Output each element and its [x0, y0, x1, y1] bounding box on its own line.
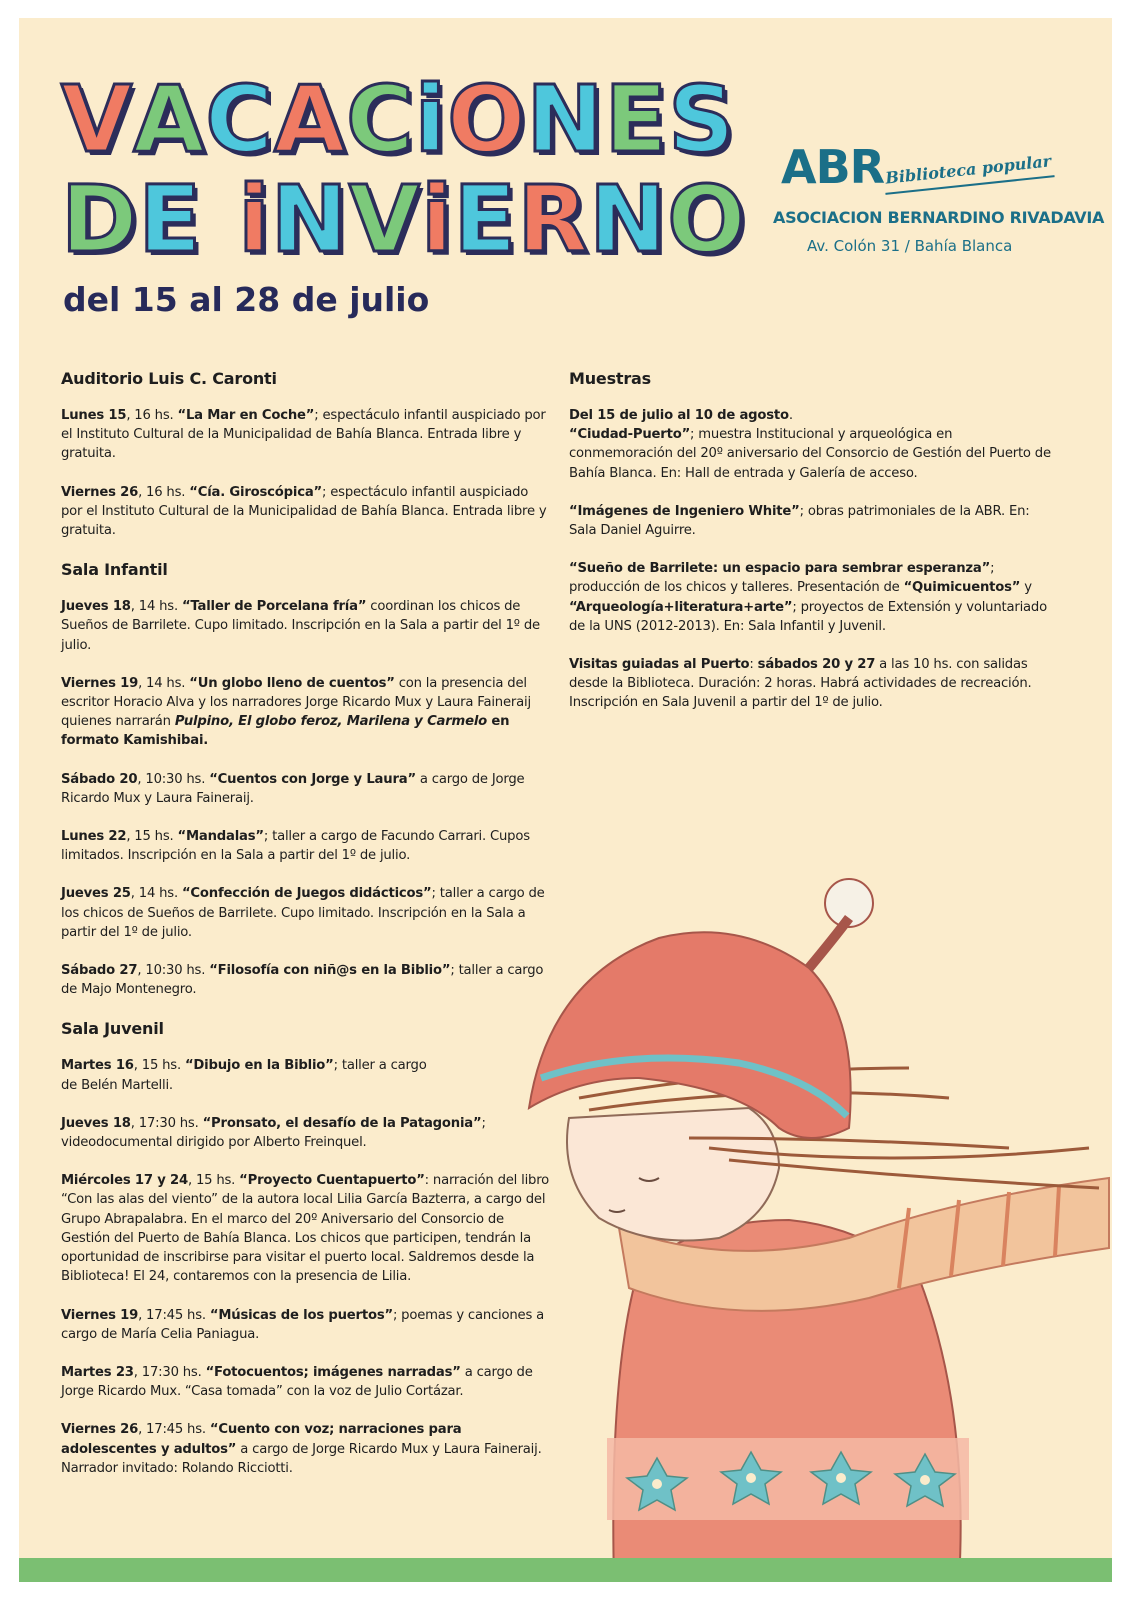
event-time: , 17:30 hs.: [133, 1364, 206, 1380]
event-description: con la presencia del escritor Horacio Alva y los narradores Jorge Ricardo Mux y Laura Faineraij quienes narrarán: [61, 675, 531, 730]
event-name: “Músicas de los puertos”: [209, 1307, 393, 1323]
guided-visits-colon: :: [749, 657, 758, 673]
event-time: , 14 hs.: [130, 599, 182, 615]
event-day: Martes 23: [61, 1364, 134, 1380]
event-entry: [61, 1420, 551, 1478]
event-day: Miércoles 17 y 24: [61, 1173, 188, 1189]
title-letter: A: [273, 66, 347, 173]
event-entry: [61, 1056, 551, 1094]
event-name: “Taller de Porcelana fría”: [181, 599, 367, 615]
winter-hat-shape: [529, 932, 851, 1138]
event-entry: [61, 406, 551, 464]
event-entry: [61, 1114, 551, 1152]
event-day: Viernes 26: [61, 484, 139, 500]
event-description: ; espectáculo infantil auspiciado por el Instituto Cultural de la Municipalidad de Bahía Blanca. Entrada libre y gratuita.: [61, 484, 547, 539]
event-day: Lunes 22: [61, 829, 127, 845]
event-day: Jueves 25: [61, 886, 131, 902]
exhibit-name-3: “Arqueología+literatura+arte”: [569, 599, 793, 615]
title-letter: i: [414, 66, 448, 173]
event-time: , 10:30 hs.: [137, 963, 210, 979]
footer-bar: [19, 1558, 1112, 1582]
event-description: coordinan los chicos de Sueños de Barrilete. Cupo limitado. Inscripción en la Sala a partir del 1º de julio.: [61, 599, 540, 653]
event-description: : narración del libro “Con las alas del viento” de la autora local Lilia García Bazterra, a cargo del Grupo Abrapalabra. En el marco del 20º Aniversario del Consorcio de Gestión del Puerto de Bahía Blanca. Los chicos que participen, tendrán la oportunidad de inscribirse para visitar el puerto local. Saldremos desde la Biblioteca! El 24, contaremos con la presencia de Lilia.: [61, 1173, 550, 1285]
poster: [19, 18, 1112, 1582]
event-day: Jueves 18: [61, 599, 131, 615]
title-line-1: [61, 66, 736, 173]
event-time: , 17:30 hs.: [130, 1115, 203, 1131]
program-left-column: [61, 368, 551, 1497]
event-entry: [61, 961, 551, 999]
event-name: “Un globo lleno de cuentos”: [189, 675, 395, 691]
event-entry: [61, 597, 551, 655]
section-title-juvenil: Sala Juvenil: [61, 1019, 164, 1039]
event-day: Martes 16: [61, 1058, 134, 1074]
event-name: “Mandalas”: [177, 829, 264, 845]
event-day: Lunes 15: [61, 408, 127, 423]
title-letter: R: [517, 166, 590, 273]
event-name: “La Mar en Coche”: [177, 408, 315, 423]
title-letter: C: [346, 66, 415, 173]
exhibit-description-tail: ; proyectos de Extensión y voluntariado de la UNS (2012-2013). En: Sala Infantil y Juvenil.: [569, 599, 1047, 634]
event-day: Sábado 20: [61, 771, 138, 787]
title-line-2: [61, 166, 746, 273]
event-time: , 14 hs.: [130, 886, 182, 902]
event-day: Jueves 18: [61, 1115, 131, 1131]
event-entry: [61, 483, 551, 541]
title-letter: D: [61, 166, 139, 273]
event-description: a cargo de Jorge Ricardo Mux y Laura Faineraij.: [61, 771, 525, 806]
exhibit-description: ; muestra Institucional y arqueológica en conmemoración del 20º aniversario del Consorcio de Gestión del Puerto de Bahía Blanca. En: Hall de entrada y Galería de acceso.: [569, 427, 1051, 481]
event-name: “Filosofía con niñ@s en la Biblio”: [209, 963, 451, 979]
logo-name: ASOCIACION BERNARDINO RIVADAVIA: [773, 208, 1105, 227]
event-time: , 15 hs.: [133, 1058, 185, 1074]
title-letter: E: [453, 166, 518, 273]
exhibit-name: “Sueño de Barrilete: un espacio para sembrar esperanza”: [569, 561, 991, 577]
event-time: , 10:30 hs.: [137, 771, 210, 787]
exhibit-name: “Ciudad-Puerto”: [569, 427, 691, 443]
event-name: “Cía. Giroscópica”: [189, 484, 322, 500]
event-description: ; taller a cargo de Facundo Carrari. Cupos limitados. Inscripción en la Sala a partir del 1º de julio.: [61, 829, 530, 864]
event-description-tail: en formato Kamishibai.: [61, 714, 510, 749]
event-name: “Pronsato, el desafío de la Patagonia”: [202, 1115, 482, 1131]
exhibit-name: “Imágenes de Ingeniero White”: [569, 503, 800, 519]
event-time: , 16 hs.: [126, 408, 178, 423]
event-name: “Dibujo en la Biblio”: [184, 1058, 334, 1074]
event-description: a cargo de Jorge Ricardo Mux y Laura Faineraij. Narrador invitado: Rolando Ricciotti.: [61, 1441, 542, 1476]
event-time: , 14 hs.: [138, 675, 190, 691]
event-description: ; taller a cargo de Belén Martelli.: [61, 1058, 427, 1093]
event-day: Sábado 27: [61, 963, 138, 979]
event-entry: [61, 1171, 551, 1286]
event-entry: [61, 770, 551, 808]
event-entry: [61, 884, 551, 942]
logo-address: Av. Colón 31 / Bahía Blanca: [807, 237, 1013, 255]
title-letter: O: [667, 166, 747, 273]
title-letter: O: [447, 66, 527, 173]
section-title-muestras: Muestras: [569, 369, 651, 388]
title-letter: S: [668, 66, 736, 173]
date-subtitle: del 15 al 28 de julio: [63, 280, 430, 319]
exhibit-entry: [569, 502, 1054, 540]
title-letter: V: [61, 66, 134, 173]
logo-abbreviation: ABR: [781, 140, 885, 194]
section-title-auditorio: Auditorio Luis C. Caronti: [61, 369, 277, 388]
face-shape: [567, 1108, 779, 1241]
title-letter: E: [138, 166, 203, 273]
event-time: , 15 hs.: [187, 1173, 240, 1189]
event-description: ; taller a cargo de los chicos de Sueños de Barrilete. Cupo limitado. Inscripción en la Sala a partir del 1º de julio.: [61, 886, 545, 940]
exhibit-name-2: “Quimicuentos”: [903, 580, 1021, 596]
exhibit-connector: y: [1020, 580, 1032, 596]
exhibit-dates: Del 15 de julio al 10 de agosto: [569, 408, 789, 423]
guided-visits-entry: [569, 655, 1054, 713]
abr-logo: [773, 140, 1105, 270]
event-entry: [61, 827, 551, 865]
hat-tip: [809, 918, 849, 968]
event-day: Viernes 26: [61, 1422, 139, 1438]
title-letter: A: [133, 66, 206, 173]
title-letter: i: [238, 166, 271, 273]
exhibit-entry: [569, 559, 1054, 636]
event-day: Viernes 19: [61, 675, 139, 691]
event-story-titles: Pulpino, El globo feroz, Marilena y Carmelo: [174, 714, 488, 730]
event-description: a cargo de Jorge Ricardo Mux. “Casa tomada” con la voz de Julio Cortázar.: [61, 1364, 533, 1400]
exhibit-description: ; obras patrimoniales de la ABR. En: Sala Daniel Aguirre.: [569, 503, 1030, 539]
event-day: Viernes 19: [61, 1307, 139, 1323]
title-letter: N: [526, 66, 605, 173]
event-description: ; videodocumental dirigido por Alberto Freinquel.: [61, 1115, 486, 1151]
guided-visits-description: a las 10 hs. con salidas desde la Biblioteca. Duración: 2 horas. Habrá actividades de recreación. Inscripción en Sala Juvenil a partir del 1º de julio.: [569, 657, 1032, 711]
exhibit-dates-dot: .: [788, 408, 793, 423]
event-name: “Cuento con voz; narraciones para adolescentes y adultos”: [61, 1422, 462, 1457]
event-description: ; taller a cargo de Majo Montenegro.: [61, 963, 544, 998]
title-letter: V: [348, 166, 421, 273]
guided-visits-days: sábados 20 y 27: [757, 657, 876, 673]
logo-tagline: Biblioteca popular: [884, 151, 1052, 188]
event-entry: [61, 1363, 551, 1401]
child-in-winter-hat-illustration: [489, 848, 1112, 1582]
guided-visits-title: Visitas guiadas al Puerto: [569, 657, 750, 673]
title-letter: N: [270, 166, 349, 273]
event-entry: [61, 674, 551, 751]
exhibit-entry: [569, 406, 1054, 483]
event-entry: [61, 1306, 551, 1344]
title-letter: E: [604, 66, 669, 173]
title-letter: C: [205, 66, 274, 173]
exhibit-description: ; producción de los chicos y talleres. Presentación de: [569, 561, 995, 596]
program-right-column: [569, 368, 1054, 732]
event-time: , 16 hs.: [138, 484, 190, 500]
event-name: “Confección de Juegos didácticos”: [181, 886, 432, 902]
event-name: “Fotocuentos; imágenes narradas”: [205, 1364, 461, 1380]
section-title-infantil: Sala Infantil: [61, 560, 168, 580]
event-name: “Cuentos con Jorge y Laura”: [209, 771, 416, 787]
event-time: , 17:45 hs.: [138, 1307, 210, 1323]
event-time: , 15 hs.: [126, 829, 178, 845]
event-description: ; espectáculo infantil auspiciado por el Instituto Cultural de la Municipalidad de Bahía Blanca. Entrada libre y gratuita.: [61, 408, 546, 462]
event-time: , 17:45 hs.: [138, 1422, 210, 1438]
event-name: “Proyecto Cuentapuerto”: [239, 1173, 425, 1189]
event-description: ; poemas y canciones a cargo de María Celia Paniagua.: [61, 1307, 544, 1342]
title-letter: i: [420, 166, 454, 273]
title-letter: N: [589, 166, 668, 273]
